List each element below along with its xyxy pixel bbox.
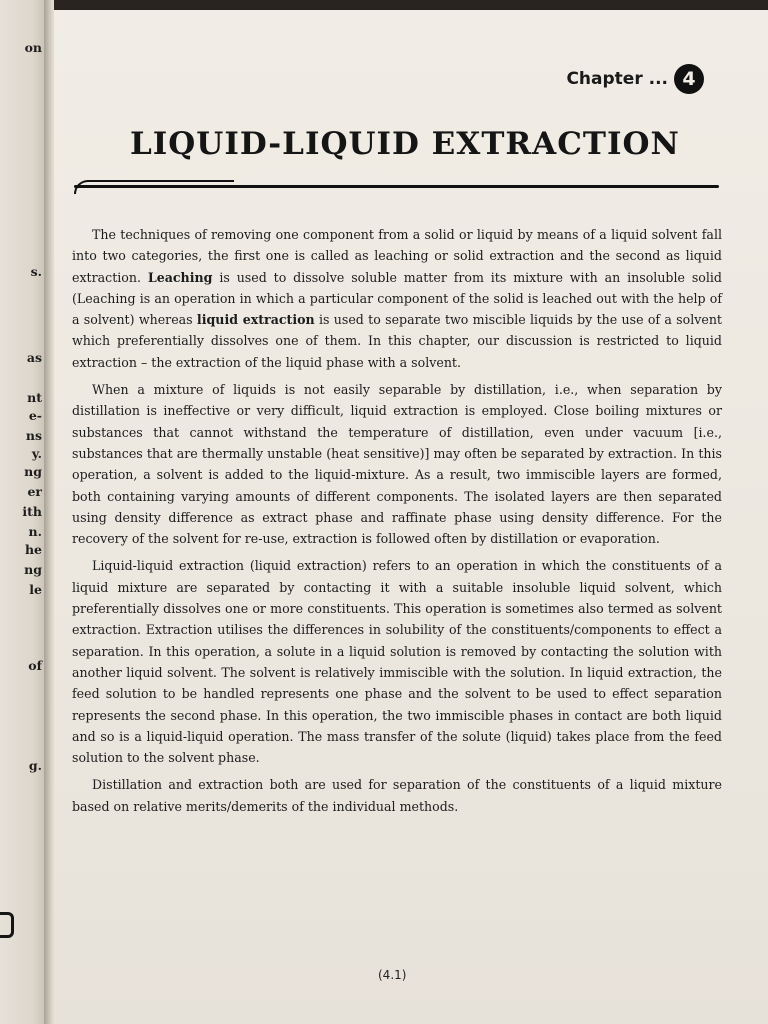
left-fragment: he	[24, 542, 42, 557]
term-leaching: Leaching	[147, 269, 213, 285]
paragraph	[72, 224, 722, 373]
body-text	[72, 224, 722, 823]
chapter-title: LIQUID-LIQUID EXTRACTION	[130, 126, 680, 162]
paragraph: Distillation and extraction both are used for separation of the constituents of a liquid mixture based on relative merits/demerits of the individual methods.	[72, 777, 722, 814]
corner-mark	[0, 912, 14, 938]
page-top-edge	[54, 0, 768, 10]
paragraph-text: is used to dissolve soluble matter from its mixture with an insoluble solid (Leaching is an operation in which a particular component of the solid is leached out with the help of a solvent) whereas	[72, 269, 722, 328]
chapter-label: Chapter ...	[566, 69, 668, 89]
term-liquid-extraction: liquid extraction	[196, 312, 315, 328]
left-fragment: g.	[28, 758, 42, 773]
title-rule	[74, 185, 719, 188]
paragraph: Liquid-liquid extraction (liquid extraction) refers to an operation in which the constituents of a liquid mixture are separated by contacting it with a suitable insoluble liquid solvent, which preferentially dissolves one or more constituents. This operation is sometimes also termed as solvent extraction. Extraction utilises the differences in solubility of the constituents/components to effect a separation. In this operation, a solute in a liquid solution is removed by contacting the solution with another liquid solvent. The solvent is relatively immiscible with the solution. In liquid extraction, the feed solution to be handled represents one phase and the solvent to be used to effect separation represents the second phase. In this operation, the two immiscible phases in contact are both liquid and so is a liquid-liquid operation. The mass transfer of the solute (liquid) takes place from the feed solution to the solvent phase.	[72, 558, 722, 766]
left-fragment: n.	[28, 524, 42, 539]
book-page	[54, 0, 768, 1024]
paragraph-text: is used to separate two miscible liquids by the use of a solvent which preferentially dissolves one of them. In this chapter, our discussion is restricted to liquid extraction – the extraction of the liquid phase with a solvent.	[72, 312, 722, 370]
left-fragment: ng	[24, 562, 42, 577]
previous-page-edge	[0, 0, 46, 1024]
left-fragment: ns	[25, 428, 42, 443]
left-fragment: le	[29, 582, 42, 597]
left-fragment: ng	[24, 464, 42, 479]
chapter-heading	[566, 64, 704, 94]
left-fragment: as	[26, 350, 42, 365]
left-fragment: on	[24, 40, 42, 55]
left-fragment: er	[27, 484, 42, 499]
left-fragment: y.	[31, 446, 42, 461]
chapter-number-badge: 4	[674, 64, 704, 94]
page-number: (4.1)	[378, 968, 407, 982]
left-fragment: nt	[27, 390, 42, 405]
paragraph-text: The techniques of removing one component from a solid or liquid by means of a liquid solvent fall into two categories, the first one is called as leaching or solid extraction and the second as liquid extraction.	[72, 227, 722, 285]
left-fragment: ith	[22, 504, 42, 519]
paragraph: When a mixture of liquids is not easily separable by distillation, i.e., when separation by distillation is ineffective or very difficult, liquid extraction is employed. Close boiling mixtures or substances that cannot withstand the temperature of distillation, even under vacuum [i.e., substances that are thermally unstable (heat sensitive)] may often be separated by extraction. In this operation, a solvent is added to the liquid-mixture. As a result, two immiscible layers are formed, both containing varying amounts of different components. The isolated layers are then separated using density difference as extract phase and raffinate phase using density difference. For the recovery of the solvent for re-use, extraction is followed often by distillation or evaporation.	[72, 382, 722, 547]
left-fragment: of	[28, 658, 42, 673]
left-fragment: e-	[28, 408, 42, 423]
left-fragment: s.	[30, 264, 42, 279]
